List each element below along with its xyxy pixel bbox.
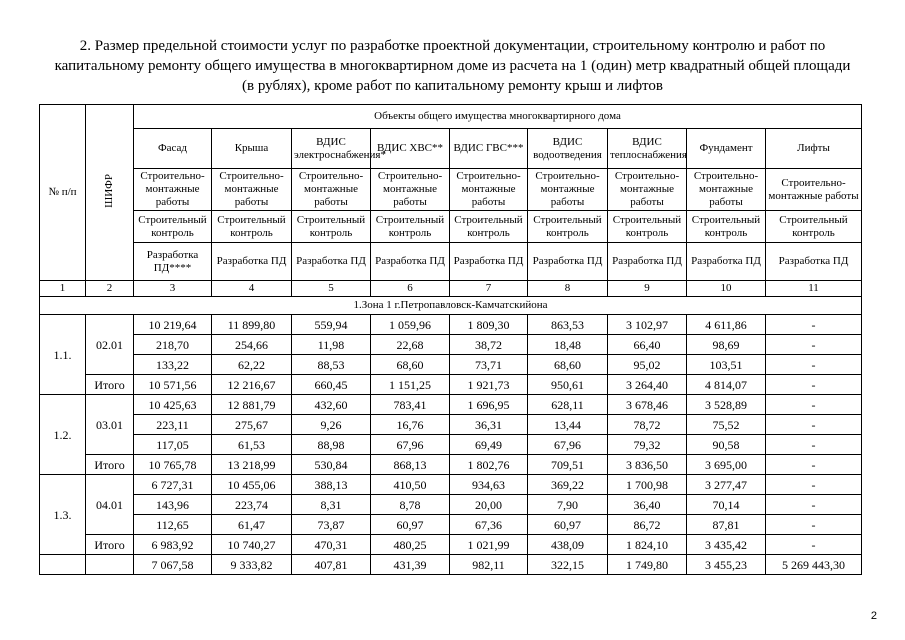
value-cell: 75,52 xyxy=(687,415,766,435)
header-object: ВДИС электроснабжения* xyxy=(292,129,371,169)
total-label: Итого xyxy=(86,535,134,555)
value-cell: 86,72 xyxy=(608,515,687,535)
value-cell: 275,67 xyxy=(212,415,292,435)
header-work-smr: Строительно-монтажные работы xyxy=(134,169,212,211)
total-cell: 4 814,07 xyxy=(687,375,766,395)
value-cell: 8,78 xyxy=(371,495,450,515)
header-work-pd: Разработка ПД xyxy=(292,243,371,281)
value-cell: - xyxy=(766,335,862,355)
value-cell: 863,53 xyxy=(528,315,608,335)
value-cell: 61,47 xyxy=(212,515,292,535)
total-cell: 3 435,42 xyxy=(687,535,766,555)
header-work-smr: Строительно-монтажные работы xyxy=(450,169,528,211)
value-cell: 7,90 xyxy=(528,495,608,515)
value-cell: 3 277,47 xyxy=(687,475,766,495)
value-cell: 73,87 xyxy=(292,515,371,535)
header-work-control: Строительный контроль xyxy=(450,211,528,243)
value-cell: 407,81 xyxy=(292,555,371,575)
header-group: Объекты общего имущества многоквартирного дома xyxy=(134,105,862,129)
value-cell: 98,69 xyxy=(687,335,766,355)
total-cell: - xyxy=(766,375,862,395)
header-cipher-text: ШИФР xyxy=(103,173,115,208)
total-cell: 1 021,99 xyxy=(450,535,528,555)
value-cell: 103,51 xyxy=(687,355,766,375)
value-cell: 11,98 xyxy=(292,335,371,355)
header-work-pd: Разработка ПД xyxy=(212,243,292,281)
value-cell: - xyxy=(766,395,862,415)
total-cell: 6 983,92 xyxy=(134,535,212,555)
value-cell: 322,15 xyxy=(528,555,608,575)
value-cell: 78,72 xyxy=(608,415,687,435)
total-cell: 10 765,78 xyxy=(134,455,212,475)
column-index: 6 xyxy=(371,281,450,297)
value-cell: 67,96 xyxy=(371,435,450,455)
total-row xyxy=(40,535,862,555)
value-cell: 254,66 xyxy=(212,335,292,355)
header-work-smr: Строительно-монтажные работы xyxy=(528,169,608,211)
column-index: 8 xyxy=(528,281,608,297)
header-work-pd: Разработка ПД xyxy=(450,243,528,281)
table-container xyxy=(39,104,861,590)
total-cell: - xyxy=(766,535,862,555)
value-cell: - xyxy=(766,475,862,495)
value-cell: 4 611,86 xyxy=(687,315,766,335)
value-cell: 66,40 xyxy=(608,335,687,355)
total-cell: 470,31 xyxy=(292,535,371,555)
value-cell: 62,22 xyxy=(212,355,292,375)
total-cell: 438,09 xyxy=(528,535,608,555)
value-cell: 133,22 xyxy=(134,355,212,375)
value-cell: 783,41 xyxy=(371,395,450,415)
value-cell: - xyxy=(766,495,862,515)
total-cell: 10 740,27 xyxy=(212,535,292,555)
column-index: 4 xyxy=(212,281,292,297)
value-cell: 60,97 xyxy=(371,515,450,535)
value-cell: 3 455,23 xyxy=(687,555,766,575)
header-work-control: Строительный контроль xyxy=(687,211,766,243)
value-cell: 410,50 xyxy=(371,475,450,495)
total-cell: 3 264,40 xyxy=(608,375,687,395)
table-row xyxy=(40,415,862,435)
value-cell: 10 219,64 xyxy=(134,315,212,335)
total-cell: 3 695,00 xyxy=(687,455,766,475)
header-work-smr: Строительно-монтажные работы xyxy=(212,169,292,211)
header-work-pd: Разработка ПД xyxy=(687,243,766,281)
page-number: 2 xyxy=(870,610,877,622)
value-cell: - xyxy=(766,355,862,375)
header-work-smr: Строительно-монтажные работы xyxy=(608,169,687,211)
header-work-smr: Строительно-монтажные работы xyxy=(687,169,766,211)
header-work-control: Строительный контроль xyxy=(134,211,212,243)
value-cell: 67,96 xyxy=(528,435,608,455)
value-cell: 68,60 xyxy=(528,355,608,375)
total-cell: 868,13 xyxy=(371,455,450,475)
header-object: ВДИС ХВС** xyxy=(371,129,450,169)
total-cell: 12 216,67 xyxy=(212,375,292,395)
header-work-smr: Строительно-монтажные работы xyxy=(292,169,371,211)
header-object: ВДИС ГВС*** xyxy=(450,129,528,169)
table-row xyxy=(40,555,862,575)
value-cell: 117,05 xyxy=(134,435,212,455)
table-row xyxy=(40,355,862,375)
header-cipher xyxy=(86,105,134,281)
total-cell: 950,61 xyxy=(528,375,608,395)
value-cell: 60,97 xyxy=(528,515,608,535)
title-line-1: 2. Размер предельной стоимости услуг по разработке проектной документации, строительному контролю и работ по xyxy=(79,38,826,54)
table-row xyxy=(40,515,862,535)
table-row xyxy=(40,395,862,415)
value-cell: 431,39 xyxy=(371,555,450,575)
column-index: 10 xyxy=(687,281,766,297)
value-cell: 3 102,97 xyxy=(608,315,687,335)
value-cell: 628,11 xyxy=(528,395,608,415)
column-index: 7 xyxy=(450,281,528,297)
row-number: 1.3. xyxy=(40,475,86,555)
value-cell: 218,70 xyxy=(134,335,212,355)
value-cell: - xyxy=(766,515,862,535)
total-cell: 1 824,10 xyxy=(608,535,687,555)
value-cell: - xyxy=(766,435,862,455)
value-cell: 11 899,80 xyxy=(212,315,292,335)
column-index: 11 xyxy=(766,281,862,297)
value-cell: 22,68 xyxy=(371,335,450,355)
header-work-pd: Разработка ПД xyxy=(608,243,687,281)
column-index: 9 xyxy=(608,281,687,297)
header-object: Крыша xyxy=(212,129,292,169)
value-cell: 12 881,79 xyxy=(212,395,292,415)
value-cell: 3 678,46 xyxy=(608,395,687,415)
value-cell: 10 425,63 xyxy=(134,395,212,415)
table-row xyxy=(40,335,862,355)
total-cell: 530,84 xyxy=(292,455,371,475)
total-cell: 1 921,73 xyxy=(450,375,528,395)
total-cell: 480,25 xyxy=(371,535,450,555)
value-cell: - xyxy=(766,315,862,335)
value-cell: 1 809,30 xyxy=(450,315,528,335)
header-work-control: Строительный контроль xyxy=(608,211,687,243)
value-cell: 1 749,80 xyxy=(608,555,687,575)
table-row xyxy=(40,435,862,455)
value-cell: 68,60 xyxy=(371,355,450,375)
value-cell: 9 333,82 xyxy=(212,555,292,575)
value-cell: 5 269 443,30 xyxy=(766,555,862,575)
value-cell: 95,02 xyxy=(608,355,687,375)
value-cell: 88,98 xyxy=(292,435,371,455)
value-cell: - xyxy=(766,415,862,435)
total-cell: 10 571,56 xyxy=(134,375,212,395)
header-object: Фасад xyxy=(134,129,212,169)
row-cipher xyxy=(86,555,134,575)
header-work-pd: Разработка ПД xyxy=(371,243,450,281)
header-object: ВДИС теплоснабжения xyxy=(608,129,687,169)
value-cell: 934,63 xyxy=(450,475,528,495)
value-cell: 1 059,96 xyxy=(371,315,450,335)
value-cell: 79,32 xyxy=(608,435,687,455)
value-cell: 10 455,06 xyxy=(212,475,292,495)
value-cell: 3 528,89 xyxy=(687,395,766,415)
column-index: 5 xyxy=(292,281,371,297)
value-cell: 1 696,95 xyxy=(450,395,528,415)
row-cipher: 03.01 xyxy=(86,395,134,455)
value-cell: 1 700,98 xyxy=(608,475,687,495)
header-work-control: Строительный контроль xyxy=(766,211,862,243)
row-number: 1.2. xyxy=(40,395,86,475)
zone-label: 1.Зона 1 г.Петропавловск-Камчатскийона xyxy=(40,297,862,315)
value-cell: 67,36 xyxy=(450,515,528,535)
header-work-control: Строительный контроль xyxy=(371,211,450,243)
title-line-2: капитальному ремонту общего имущества в многоквартирном доме из расчета на 1 (один) метр квадратный общей площади xyxy=(54,58,851,74)
value-cell: 432,60 xyxy=(292,395,371,415)
row-number xyxy=(40,555,86,575)
header-work-control: Строительный контроль xyxy=(212,211,292,243)
column-index: 3 xyxy=(134,281,212,297)
table-row xyxy=(40,495,862,515)
header-num: № п/п xyxy=(40,105,86,281)
header-object: Фундамент xyxy=(687,129,766,169)
header-object: ВДИС водоотведения xyxy=(528,129,608,169)
value-cell: 223,74 xyxy=(212,495,292,515)
value-cell: 18,48 xyxy=(528,335,608,355)
total-cell: 13 218,99 xyxy=(212,455,292,475)
value-cell: 13,44 xyxy=(528,415,608,435)
header-work-pd: Разработка ПД xyxy=(766,243,862,281)
total-row xyxy=(40,375,862,395)
column-index: 2 xyxy=(86,281,134,297)
header-work-pd: Разработка ПД**** xyxy=(134,243,212,281)
value-cell: 6 727,31 xyxy=(134,475,212,495)
total-cell: 660,45 xyxy=(292,375,371,395)
row-cipher: 04.01 xyxy=(86,475,134,535)
value-cell: 112,65 xyxy=(134,515,212,535)
value-cell: 982,11 xyxy=(450,555,528,575)
value-cell: 369,22 xyxy=(528,475,608,495)
total-cell: 709,51 xyxy=(528,455,608,475)
value-cell: 88,53 xyxy=(292,355,371,375)
value-cell: 73,71 xyxy=(450,355,528,375)
table-row xyxy=(40,475,862,495)
header-work-smr: Строительно-монтажные работы xyxy=(766,169,862,211)
header-work-pd: Разработка ПД xyxy=(528,243,608,281)
value-cell: 8,31 xyxy=(292,495,371,515)
document-title xyxy=(40,36,865,96)
cost-table xyxy=(39,104,862,575)
value-cell: 36,31 xyxy=(450,415,528,435)
value-cell: 388,13 xyxy=(292,475,371,495)
value-cell: 69,49 xyxy=(450,435,528,455)
value-cell: 559,94 xyxy=(292,315,371,335)
row-cipher: 02.01 xyxy=(86,315,134,375)
header-object: Лифты xyxy=(766,129,862,169)
value-cell: 61,53 xyxy=(212,435,292,455)
column-index: 1 xyxy=(40,281,86,297)
total-cell: - xyxy=(766,455,862,475)
value-cell: 36,40 xyxy=(608,495,687,515)
value-cell: 7 067,58 xyxy=(134,555,212,575)
value-cell: 143,96 xyxy=(134,495,212,515)
header-work-smr: Строительно-монтажные работы xyxy=(371,169,450,211)
value-cell: 38,72 xyxy=(450,335,528,355)
title-line-3: (в рублях), кроме работ по капитальному ремонту крыш и лифтов xyxy=(242,78,663,94)
table-row xyxy=(40,315,862,335)
total-cell: 3 836,50 xyxy=(608,455,687,475)
value-cell: 70,14 xyxy=(687,495,766,515)
total-label: Итого xyxy=(86,455,134,475)
total-cell: 1 151,25 xyxy=(371,375,450,395)
total-row xyxy=(40,455,862,475)
value-cell: 16,76 xyxy=(371,415,450,435)
total-label: Итого xyxy=(86,375,134,395)
value-cell: 20,00 xyxy=(450,495,528,515)
header-work-control: Строительный контроль xyxy=(528,211,608,243)
header-work-control: Строительный контроль xyxy=(292,211,371,243)
value-cell: 90,58 xyxy=(687,435,766,455)
row-number: 1.1. xyxy=(40,315,86,395)
total-cell: 1 802,76 xyxy=(450,455,528,475)
value-cell: 223,11 xyxy=(134,415,212,435)
value-cell: 87,81 xyxy=(687,515,766,535)
value-cell: 9,26 xyxy=(292,415,371,435)
